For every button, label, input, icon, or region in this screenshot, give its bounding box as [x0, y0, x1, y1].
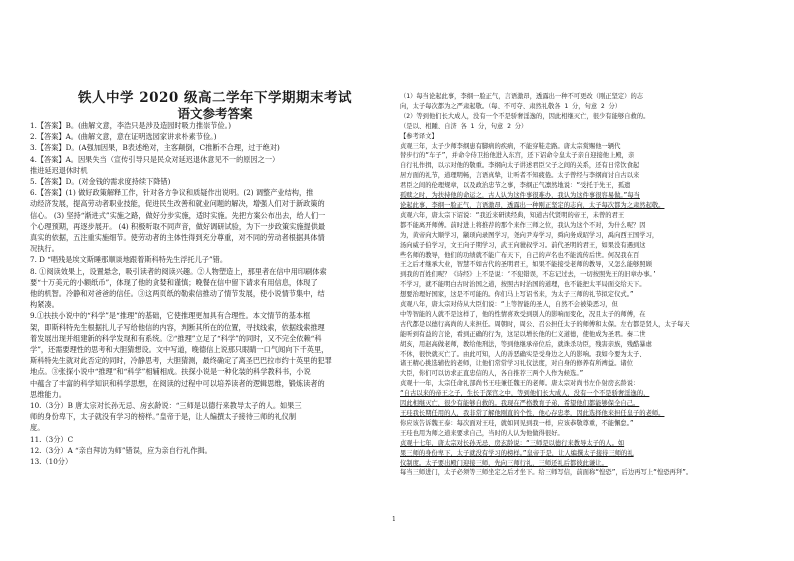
translation-text: 王之后才继承大业，智慧不如古代的圣明君王，如果不能接受老师的教导，又怎么能够照顾 [400, 261, 652, 269]
translation-text: 胡亥，用赵高做老师，教给他刑法，等到他继承帝位后，就诛杀功臣，残害亲族，残酷暴虐 [400, 340, 652, 348]
translation-text: 贞观十一年，太宗任命礼部尚书王珪兼任魏王的老师。唐太宗对尚书左仆射房玄龄说： [400, 380, 640, 388]
translation-line [400, 151, 772, 161]
translation-line [400, 439, 772, 449]
translation-text: 都不能离开师傅。前时进上将推荐的那个来作三师之位，我认为这个不对，为什么呢？因 [400, 221, 646, 229]
answer-line: 着发展出现并组建新的科学发现和有系统。②“推理”立足了“科学”的同时，又不完全依赖“科 [30, 333, 322, 343]
answer-line: 10.（3分）B 唐太宗对长孙无忌、房玄龄说：“三师是以德行来教导太子的人。如果三 [30, 401, 302, 411]
translation-text: 中等智能的人就不是这样了，他的性情喜欢受到别人的影响而变化，况且太子的师傅，在 [400, 310, 646, 318]
answer-line: 学”，还需要理性的思考和大胆猜想设。文中写道，晚德信上说那只眼睛一口气闻向下千英里， [30, 345, 329, 355]
translation-text: 想要治理好国家，这是不可能的。你们马上写诏书来，为太子三师的礼节拟定仪式。” [400, 291, 634, 299]
page-number: 1 [392, 516, 396, 523]
translation-text: 贞观十七年，唐太宗对长孙无忌、房玄龄说：“三师是以德行来教导太子的人。如 [400, 439, 625, 447]
translation-line [400, 320, 772, 330]
translation-text: 【参考译文】 [400, 132, 438, 140]
right-column-translation [400, 92, 772, 478]
translation-line [400, 419, 772, 429]
translation-text: 古代都是以德行高尚的人来担任。周朝时，周公、召公担任太子的师傅和太保。左右都是贤人，太子每天 [400, 320, 690, 328]
translation-line [400, 241, 772, 251]
translation-text: 仪制度。太子要出殿门迎接三师，先向三师行礼，三师还礼后都彼此谦让。 [400, 459, 608, 467]
translation-text: 王珪也用为师之道来要求自己，当时的人认为他做得很好。 [400, 429, 564, 437]
translation-line [400, 330, 772, 340]
answer-line: 推进延迟退休时机 [30, 165, 88, 175]
translation-text: 孤赎之时，为扶持他的命运之，古人认为这件事很难办，我认为这件事很容易做。”每当 [400, 192, 640, 200]
answer-line: 个心理预期，再逐步展开。 (4) 积极听取不同声音，做好调研试验，为下一步政策实施提供最 [30, 221, 326, 231]
translation-text: 因此相继灭亡，很少有能够自救的。我现在严格教育子弟，希望他们都能够保全自己。 [400, 400, 640, 408]
answer-line: 信心。 (3) 坚持“渐进式”实施之路，做好分步实施，适时实施。先把方案公布出去，给人们一 [30, 210, 326, 220]
left-column-answers [30, 120, 390, 467]
translation-line [400, 399, 772, 409]
translation-line [400, 340, 772, 350]
translation-line [400, 102, 772, 112]
exam-title: 铁人中学 2020 级高二学年下学期期末考试 [78, 90, 352, 106]
answer-line: 4.【答案】A。因果失当（宣传引导只是民众对延迟退休意见不一的原因之一） [30, 154, 280, 164]
translation-line [400, 359, 772, 369]
translation-text: 君臣之间的伦理规章，以及政治忠节之事，李纲正气凛然地说：“受托于先王，孤遗 [400, 182, 631, 190]
translation-text: 能听到有益的言论，看到正确的行为，这足以增长他的仁义道德，使他成为圣君。秦二世 [400, 330, 646, 338]
translation-text: （2）等到他们长大成人，没有一个不是骄奢淫逸的，因此相继灭亡，很少有能够自救的。 [400, 112, 650, 120]
answer-line: 9.①扶扶小说中的“科学”是“推理”的基础，它使推理更加具有合理性。本文情节的基本框 [30, 311, 311, 321]
translation-text: 到我的百姓们呢？《诗经》上不是说：‘不犯错误，不忘记过去，一切按照先王的旧章办事。’ [400, 271, 657, 279]
translation-line [400, 369, 772, 379]
translation-text: 诸王精心挑选辅佐的老师，让他们常常学习礼仪法度，对自身的修养有所裨益。诸位 [400, 360, 633, 368]
translation-line [400, 191, 772, 201]
translation-line [400, 92, 772, 102]
translation-line [400, 280, 772, 290]
translation-text: 贞观六年，唐太宗下诏说：“我近来研读经典，知道古代贤明的帝王，未曾的君王 [400, 211, 625, 219]
answer-line: 斯科特先生就对此否定的同时，冷静思考，大胆猜测，最终确定了离圣巴巴拉市约十英里的犯罪 [30, 356, 332, 366]
answer-line: 度。 [30, 423, 45, 433]
answer-line: 11.（3分）C [30, 434, 74, 444]
translation-line [400, 409, 772, 419]
translation-text: 自行礼作揖，以示对他的敬重。李纲向太子讲述君臣父子之间的关系，还有日常饮食起 [400, 162, 640, 170]
translation-line [400, 142, 772, 152]
translation-line [400, 112, 772, 122]
translation-line [400, 211, 772, 221]
translation-text: 你应该告诉魏王泰：每次面对王珪，就如同见到我一样，应该恭敬尊重，不能懈怠。” [400, 419, 634, 427]
translation-line [400, 260, 772, 270]
translation-line [400, 201, 772, 211]
translation-text: 替步行的“车子”，并命令侍卫抬他进入东宫，还下诏命令皇太子亲自迎接他上殿，亲 [400, 152, 635, 160]
answer-line: 1.【答案】B。(曲解文意，李浩只是涉及造园时吸力推崇节俭。) [30, 121, 232, 130]
answer-line: 他的机智。冷静和对爸爸的信任。③这两页纸的勒索信推动了情节发展，使小说情节集中，结 [30, 289, 325, 299]
translation-line [400, 161, 772, 171]
answer-line: 8. ①阅读效果上，设置悬念，吸引读者的阅读兴趣。②人物塑造上，那里者在信中用印刷体索 [30, 266, 327, 276]
translation-text: 贞观八年，唐太宗对侍从大臣们说：“上等智能的圣人，自然不会被染恶习，但 [400, 301, 618, 309]
translation-text: 居方面的礼节，道理明畅，言语真挚，让听者不知疲倦。太子曾经与李纲商讨自古以来 [400, 172, 640, 180]
answer-line: 况执行。 [30, 244, 59, 254]
translation-line [400, 310, 772, 320]
translation-line [400, 459, 772, 469]
translation-text: “自古以来的帝王之子，生长于深宫之中，等到他们长大成人，没有一个不是骄奢淫逸的， [400, 390, 650, 398]
answer-line: 3.【答案】D。(A强加因果，B表述绝对，主客颠倒，C推断不合理，过于绝对) [30, 143, 280, 153]
translation-line [400, 181, 772, 191]
answer-line: 2.【答案】A。(曲解文意，意在证明选园家讲求朴素节俭。) [30, 132, 217, 142]
answer-line: 地点。③张探小说中“推理”和“科学”相辅相成。扶探小说是一种化装的科学教科书，小说 [30, 367, 311, 377]
translation-line [400, 122, 772, 132]
translation-line [400, 350, 772, 360]
answer-line: 要“十万美元的小额纸币”，体现了他的贪婪和谨慎；晚餐在信中留下请求有用信息，体现了 [30, 277, 318, 287]
translation-text: 不学习，就不能明白古时治国之道，按照古时治国的道理，也不能把太平局面交给天下。 [400, 281, 646, 289]
answer-line: 架，即斯科特先生根据扎儿子写给他信的内容，判断其所在的位置，寻找线索，依据线索推理 [30, 322, 325, 332]
answer-line: 13.（10分） [30, 457, 73, 467]
translation-line [400, 251, 772, 261]
translation-text: 大臣，你们可以访求正直忠信的人，各自推荐三两个人作为候选。” [400, 370, 584, 378]
translation-line [400, 132, 772, 142]
translation-line [400, 221, 772, 231]
translation-text: 为，黄帝向大顺学习，颛顼向录图学习，尧向尹寿学习，舜向务成昭学习，禹向西王国学习， [400, 231, 659, 239]
translation-line [400, 468, 772, 478]
answer-line: 思维能力。 [30, 389, 66, 399]
answer-line: 7. D “唱残是埃文斯睡那顺谈地跟着斯科特先生浮托儿子”错。 [30, 255, 228, 265]
translation-line [400, 429, 772, 439]
translation-text: 王珪我长期任用的人，我非常了解他刚直的个性，他心存忠孝，因此选择他来担任皇子的老师。 [400, 410, 665, 417]
translation-text: 每当三师进门，太子必须等三师坐定之后才坐下。给三师写信，前面称“惶恐”，后边再写上“惶恐再拜”。 [400, 469, 693, 477]
translation-text: 贞观三年，太子少师李纲患有脚病的疾病，不能穿鞋走路。唐太宗赏赐他一辆代 [400, 142, 621, 150]
translation-text: 论起此事，李纲一脸正气，言语激昂，透露出一种刚正坚定的志向，太子每次都为之肃然起敬。 [400, 201, 665, 209]
answer-key-subtitle: 语文参考答案 [177, 106, 253, 121]
answer-line: 6.【答案】(1) 做好政策解释工作，针对各方争议和质疑作出说明。(2) 调整产业结构，推 [30, 188, 314, 198]
answer-line: 12.（3分）A “亲自拜访为师”错误，应为亲自行礼作揖。 [30, 445, 212, 455]
translation-line [400, 290, 772, 300]
translation-text: 向，太子每次都为之严肃起敬。（每、不可夺、肃然礼敬各 1 分，句意 2 分） [400, 102, 622, 110]
answer-line: 5.【答案】D。(对金钱的需求度持续下降错) [30, 177, 171, 187]
answer-line: 中蕴含了丰富的科学知识和科学思想，在阅读的过程中可以培养读者的逻辑思维，锻炼读者的 [30, 378, 325, 388]
translation-text: 不休，很快就灭亡了。由此可知，人的善恶确实是受身边之人的影响。我如今要为太子、 [400, 350, 646, 358]
translation-text: 果三师的身份卑下，太子就没有学习的榜样。”皇帝于是，让人编撰太子接待三师的礼 [400, 449, 634, 457]
answer-line: 动经济发展，提高劳动者职业技能，促进民生改善和就业问题的解决，增强人们对于新政策的 [30, 199, 325, 209]
answer-line: 师的身份卑下，太子就没有学习的榜样。”皇帝于是，让人编撰太子接待三师的礼仪制 [30, 412, 297, 422]
translation-text: （1）每当论起此事，李纲一脸正气，言语激昂，透露出一种不可更改（刚正坚定）的志 [400, 93, 644, 100]
translation-line [400, 171, 772, 181]
translation-line [400, 379, 772, 389]
translation-text: （是以、相踵、自济 各 1 分，句意 2 分） [400, 122, 528, 130]
translation-line [400, 300, 772, 310]
answer-line: 构紧凑。 [30, 300, 59, 310]
answer-line: 真实的依据，五注重实施细节。使劳动者的主体性得到充分尊重，对不同的劳动者根据具体情 [30, 233, 325, 243]
translation-line [400, 231, 772, 241]
translation-line [400, 449, 772, 459]
translation-line [400, 389, 772, 399]
translation-line [400, 270, 772, 280]
translation-text: 些名师的教导，他们的功绩就不能广布天下，自己的声名也不能流传后世。何况我在百 [400, 251, 640, 259]
translation-text: 汤向威子伯学习，文王向子期学习，武王向虢叔学习。前代圣明的君王，如果没有遇到这 [400, 241, 646, 249]
